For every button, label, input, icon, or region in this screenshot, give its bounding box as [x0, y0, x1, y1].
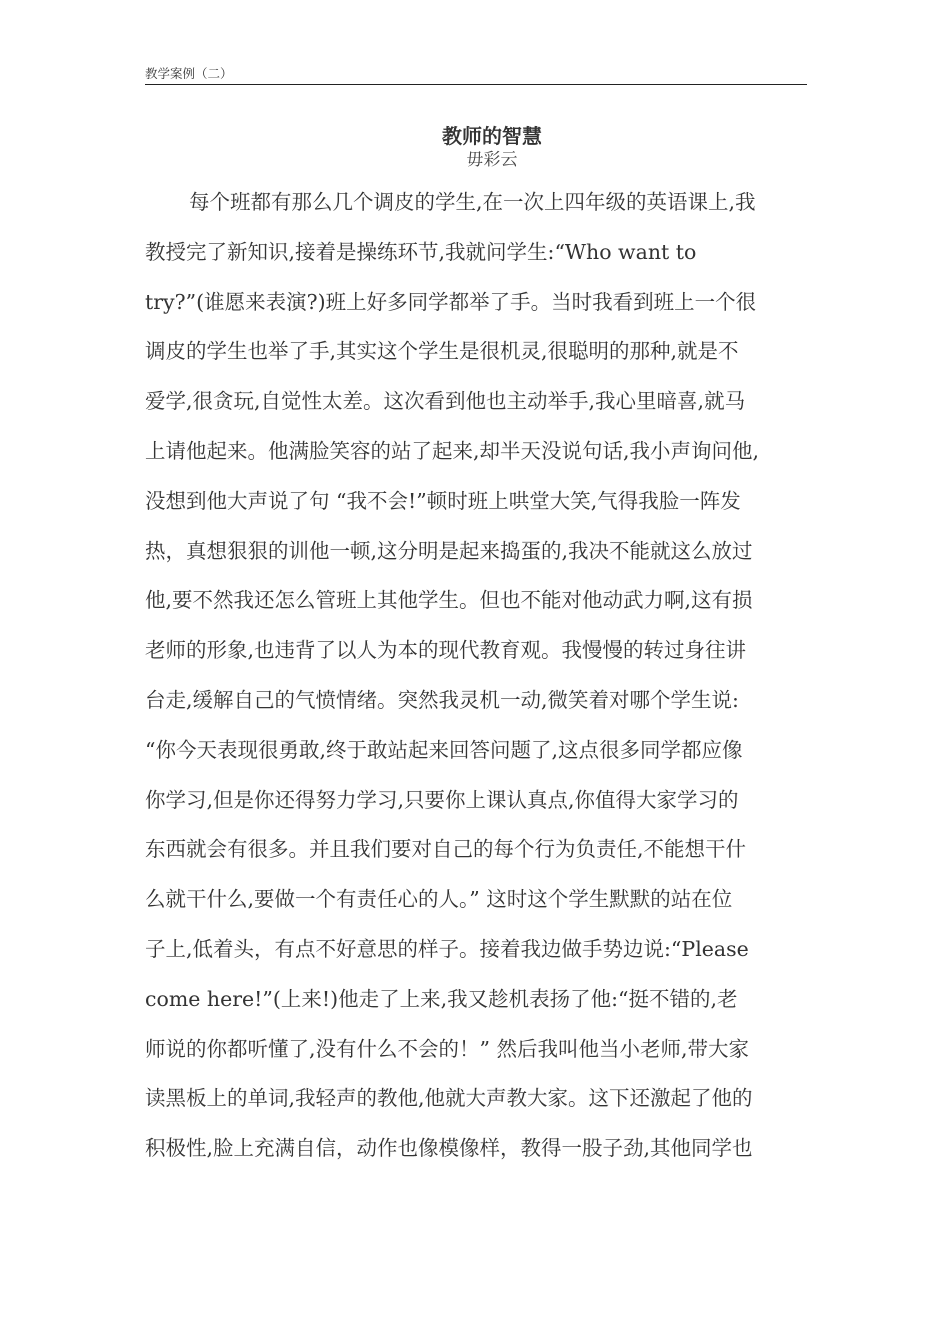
body-line: 积极性,脸上充满自信，动作也像模像样，教得一股子劲,其他同学也 — [145, 1136, 753, 1161]
body-line: 调皮的学生也举了手,其实这个学生是很机灵,很聪明的那种,就是不 — [145, 339, 739, 364]
body-line: 你学习,但是你还得努力学习,只要你上课认真点,你值得大家学习的 — [145, 787, 739, 812]
article-body — [145, 178, 807, 1174]
body-line: 教授完了新知识,接着是操练环节,我就问学生:“Who want to — [145, 239, 697, 264]
body-line: 台走,缓解自己的气愤情绪。突然我灵机一动,微笑着对哪个学生说: — [145, 687, 739, 712]
body-line: 师说的你都听懂了,没有什么不会的！” 然后我叫他当小老师,带大家 — [145, 1036, 750, 1061]
body-line: 上请他起来。他满脸笑容的站了起来,却半天没说句话,我小声询问他, — [145, 438, 760, 463]
body-line: 他,要不然我还怎么管班上其他学生。但也不能对他动武力啊,这有损 — [145, 588, 753, 613]
body-line: 读黑板上的单词,我轻声的教他,他就大声教大家。这下还激起了他的 — [145, 1086, 753, 1111]
page-header — [145, 66, 807, 85]
body-line: 爱学,很贪玩,自觉性太差。这次看到他也主动举手,我心里暗喜,就马 — [145, 389, 746, 414]
body-line: 子上,低着头，有点不好意思的样子。接着我边做手势边说:“Please — [145, 936, 749, 961]
body-line: 没想到他大声说了句 “我不会!”顿时班上哄堂大笑,气得我脸一阵发 — [145, 488, 741, 513]
article-title: 教师的智慧 — [442, 124, 542, 148]
body-line: 每个班都有那么几个调皮的学生,在一次上四年级的英语课上,我 — [189, 190, 756, 214]
body-line: 老师的形象,也违背了以人为本的现代教育观。我慢慢的转过身往讲 — [145, 638, 747, 663]
body-line: 么就干什么,要做一个有责任心的人。” 这时这个学生默默的站在位 — [145, 887, 733, 912]
body-line: “你今天表现很勇敢,终于敢站起来回答问题了,这点很多同学都应像 — [145, 737, 743, 762]
article-author: 毋彩云 — [466, 150, 518, 170]
body-line: 热，真想狠狠的训他一顿,这分明是起来捣蛋的,我决不能就这么放过 — [145, 538, 753, 563]
header-text: 教学案例（二） — [145, 66, 233, 81]
body-line: come here!”(上来!)他走了上来,我又趁机表扬了他:“挺不错的,老 — [145, 986, 738, 1011]
body-line: try?”(谁愿来表演?)班上好多同学都举了手。当时我看到班上一个很 — [145, 289, 757, 314]
body-line: 东西就会有很多。并且我们要对自己的每个行为负责任,不能想干什 — [145, 837, 747, 862]
